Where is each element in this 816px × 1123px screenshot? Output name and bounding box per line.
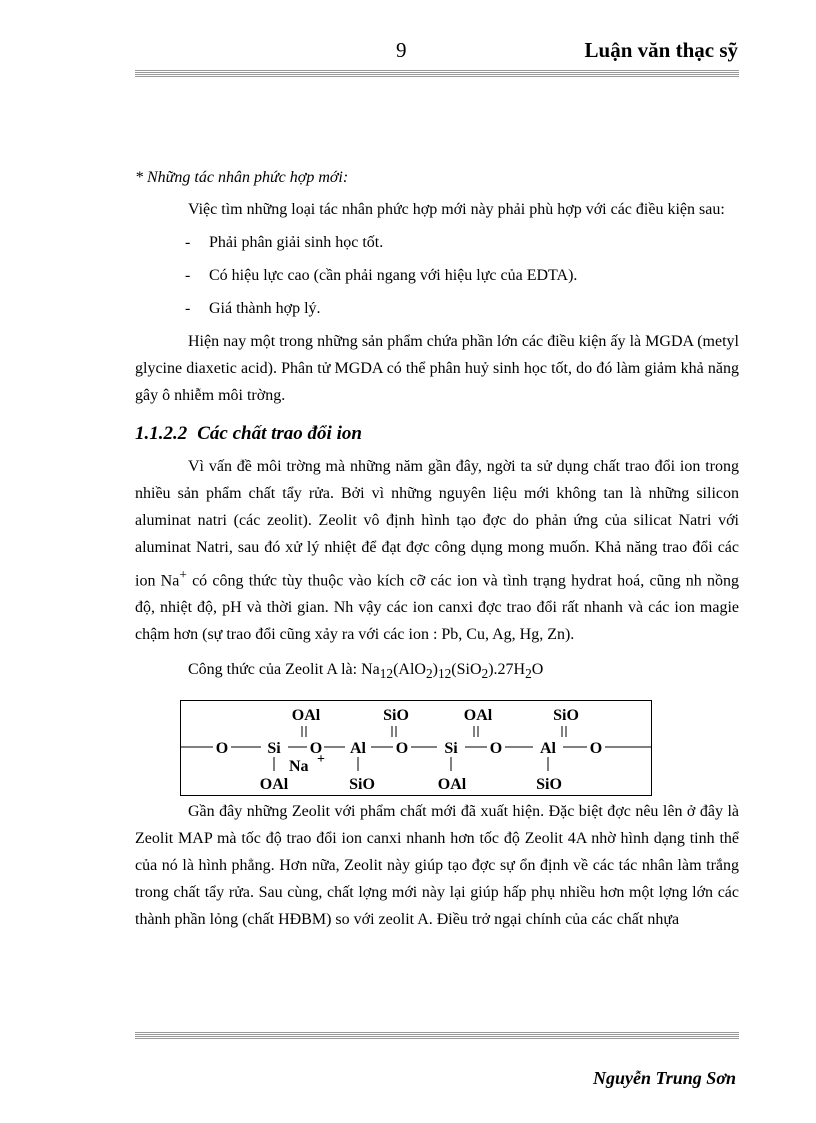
zeolite-map-paragraph: Gần đây những Zeolit với phẩm chất mới đã xuất hiện. Đặc biệt đợc nêu lên ở đây là Zeolit MAP mà tốc độ trao đổi ion canxi nhanh hơn tốc độ Zeolit 4A nhờ hình dạng tinh thể của nó là hình phẳng. Hơn nữa, Zeolit này giúp tạo đợc sự ổn định về các tác nhân làm trắng trong chất tẩy rửa. Sau cùng, chất lợng mới này lại giúp hấp phụ nhiều hơn một lợng lớn các thành phần lỏng (chất HĐBM) so với zeolit A. Điều trở ngại chính của các chất nhựa: [135, 802, 739, 928]
ion-exchange-paragraph: [135, 453, 739, 648]
bottom-group: OAl: [259, 775, 289, 793]
condition-item: [135, 229, 739, 256]
chain-atom: Al: [350, 739, 366, 757]
top-group: SiO: [383, 706, 409, 724]
condition-text: Có hiệu lực cao (cần phải ngang với hiệu lực của EDTA).: [209, 267, 578, 284]
intro-paragraph: Việc tìm những loại tác nhân phức hợp mới này phải phù hợp với các điều kiện sau:: [188, 201, 725, 218]
chain-atom: Si: [444, 739, 458, 757]
section-heading: [135, 420, 739, 447]
running-title: Luận văn thạc sỹ: [584, 38, 738, 62]
formula-subscript: 2: [525, 666, 532, 682]
chain-atom: O: [395, 739, 409, 757]
page-number: 9: [396, 38, 407, 62]
chain-atom: O: [589, 739, 603, 757]
formula-label: Công thức của Zeolit A là:: [188, 661, 362, 679]
header-rule: [135, 70, 739, 77]
ion-text-2: có công thức tùy thuộc vào kích cỡ các ion và tình trạng hydrat hoá, cũng nh nồng độ, nhiệt độ, pH và thời gian. Nh vậy các ion canxi đợc trao đổi rất nhanh và các ion magie chậm hơn (sự trao đổi cũng xảy ra với các ion : Pb, Cu, Ag, Hg, Zn).: [135, 572, 739, 644]
formula-part: Na: [361, 661, 380, 679]
formula-subscript: 12: [379, 666, 394, 682]
section-title: Các chất trao đổi ion: [197, 423, 362, 444]
chain-atom: Al: [540, 739, 556, 757]
zeolite-structure-diagram: [180, 700, 652, 796]
bullet-dash: -: [185, 267, 191, 284]
condition-item: [135, 295, 739, 322]
sodium-cation: Na: [289, 757, 309, 775]
section-number: 1.1.2.2: [135, 423, 188, 444]
condition-text: Giá thành hợp lý.: [209, 300, 321, 317]
chain-atom: O: [309, 739, 323, 757]
bottom-group: SiO: [349, 775, 375, 793]
formula-subscript: 12: [437, 666, 452, 682]
page-body: [135, 164, 739, 933]
formula-subscript: 2: [425, 666, 433, 682]
top-group: OAl: [463, 706, 493, 724]
formula-part: (SiO: [451, 661, 482, 679]
footer-rule: [135, 1032, 739, 1039]
footer-author: Nguyễn Trung Sơn: [592, 1068, 736, 1088]
bottom-group: OAl: [437, 775, 467, 793]
formula-subscript: 2: [481, 666, 489, 682]
bottom-bonds: [274, 757, 548, 771]
chain-atom: O: [215, 739, 229, 757]
formula-part: O: [531, 661, 544, 679]
condition-item: [135, 262, 739, 289]
mgda-paragraph: Hiện nay một trong những sản phẩm chứa phần lớn các điều kiện ấy là MGDA (metyl glycine diaxetic acid). Phân tử MGDA có thể phân huỷ sinh học tốt, do đó làm giảm khả năng gây ô nhiễm môi trờng.: [135, 333, 739, 404]
top-group: SiO: [553, 706, 579, 724]
chain-atom: O: [489, 739, 503, 757]
chain-atom: Si: [267, 739, 281, 757]
ion-text-1: Vì vấn đề môi trờng mà những năm gần đây, ngời ta sử dụng chất trao đổi ion trong nhiều sản phẩm chất tẩy rửa. Bởi vì những nguyên liệu mới không tan là những silicon aluminat natri (các zeolit). Zeolit vô định hình tạo đợc do phản ứng của silicat Natri với aluminat Natri, sau đó xử lý nhiệt để đạt đợc công dụng mong muốn. Khả năng trao đổi các ion Na: [135, 458, 739, 590]
na-charge: +: [179, 567, 187, 582]
formula-part: (AlO: [393, 661, 426, 679]
formula-part: ).27H: [488, 661, 526, 679]
bullet-dash: -: [185, 234, 191, 251]
bullet-dash: -: [185, 300, 191, 317]
bottom-group: SiO: [536, 775, 562, 793]
subheading: * Những tác nhân phức hợp mới:: [135, 169, 349, 186]
zeolite-a-formula: [135, 656, 739, 687]
sodium-charge: +: [317, 751, 325, 767]
top-bonds: [302, 726, 566, 737]
formula-part: ): [432, 661, 438, 679]
condition-text: Phải phân giải sinh học tốt.: [209, 234, 384, 251]
top-group: OAl: [291, 706, 321, 724]
structure-svg: [181, 701, 651, 795]
